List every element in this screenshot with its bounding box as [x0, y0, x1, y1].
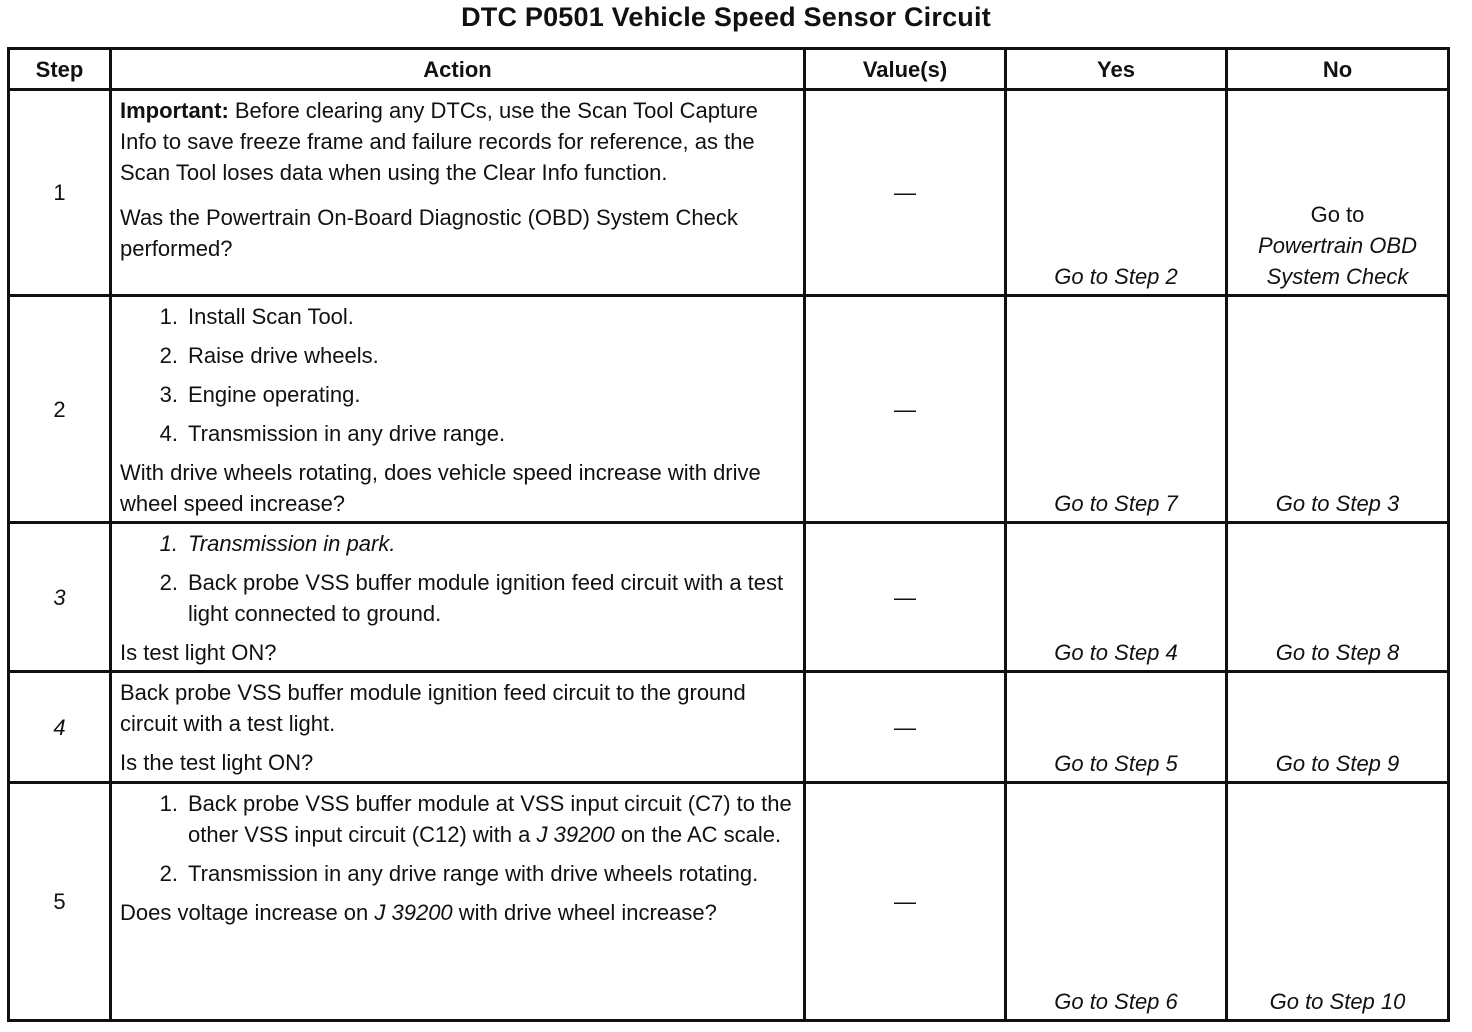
- table-row: [9, 783, 1449, 1021]
- value-cell: —: [805, 90, 1006, 296]
- no-cell: [1227, 90, 1449, 296]
- action-cell: [111, 672, 805, 783]
- item-number: 3.: [159, 382, 178, 407]
- list-item: [144, 788, 793, 850]
- step-number: 5: [9, 783, 111, 1021]
- step-number: 3: [9, 523, 111, 672]
- step-number: 1: [9, 90, 111, 296]
- no-cell: Go to Step 3: [1227, 296, 1449, 523]
- yes-cell: Go to Step 4: [1006, 523, 1227, 672]
- yes-cell: Go to Step 6: [1006, 783, 1227, 1021]
- item-text: Install Scan Tool.: [188, 304, 354, 329]
- value-cell: —: [805, 783, 1006, 1021]
- header-no: No: [1227, 49, 1449, 90]
- table-header-row: [9, 49, 1449, 90]
- important-label: Important:: [120, 98, 229, 123]
- header-yes: Yes: [1006, 49, 1227, 90]
- action-cell: [111, 90, 805, 296]
- action-steps: [120, 788, 793, 889]
- action-steps: [120, 301, 793, 449]
- tool-number: J 39200: [374, 900, 453, 925]
- item-number: 1.: [159, 304, 178, 329]
- action-cell: [111, 783, 805, 1021]
- yes-cell: Go to Step 7: [1006, 296, 1227, 523]
- list-item: [144, 858, 793, 889]
- question-text: with drive wheel increase?: [452, 900, 717, 925]
- action-question: Was the Powertrain On-Board Diagnostic (OBD) System Check performed?: [120, 205, 738, 261]
- item-number: 1.: [159, 531, 178, 556]
- item-text: Engine operating.: [188, 382, 361, 407]
- yes-cell: Go to Step 2: [1006, 90, 1227, 296]
- table-row: [9, 672, 1449, 783]
- item-text: Transmission in any drive range.: [188, 421, 506, 446]
- no-line: System Check: [1266, 264, 1409, 289]
- no-line: Powertrain OBD: [1258, 233, 1417, 258]
- header-step: Step: [9, 49, 111, 90]
- value-cell: —: [805, 523, 1006, 672]
- header-action: Action: [111, 49, 805, 90]
- item-text: Raise drive wheels.: [188, 343, 379, 368]
- list-item: [144, 379, 793, 410]
- table-row: [9, 90, 1449, 296]
- yes-cell: Go to Step 5: [1006, 672, 1227, 783]
- action-question: [120, 897, 793, 928]
- important-text: Before clearing any DTCs, use the Scan Tool Capture Info to save freeze frame and failure records for reference, as the Scan Tool loses data when using the Clear Info function.: [120, 98, 758, 185]
- question-text: Does voltage increase on: [120, 900, 375, 925]
- list-item: [144, 528, 793, 559]
- action-question: Is the test light ON?: [120, 750, 314, 775]
- action-steps: [120, 528, 793, 629]
- action-cell: [111, 523, 805, 672]
- list-item: [144, 340, 793, 371]
- item-text: Transmission in park.: [188, 531, 396, 556]
- item-text: Transmission in any drive range with drive wheels rotating.: [188, 861, 759, 886]
- action-text: Back probe VSS buffer module ignition feed circuit to the ground circuit with a test light.: [120, 680, 746, 736]
- item-number: 2.: [159, 861, 178, 886]
- action-cell: [111, 296, 805, 523]
- diagnostic-table: [7, 47, 1450, 1022]
- page-title: DTC P0501 Vehicle Speed Sensor Circuit: [461, 2, 991, 32]
- action-question: With drive wheels rotating, does vehicle speed increase with drive wheel speed increase?: [120, 460, 761, 516]
- list-item: [144, 567, 793, 629]
- step-number: 4: [9, 672, 111, 783]
- no-cell: Go to Step 9: [1227, 672, 1449, 783]
- value-cell: —: [805, 672, 1006, 783]
- table-row: [9, 523, 1449, 672]
- item-text: on the AC scale.: [614, 822, 782, 847]
- list-item: [144, 301, 793, 332]
- no-line: Go to: [1310, 202, 1365, 227]
- item-text: Back probe VSS buffer module ignition feed circuit with a test light connected to ground.: [188, 570, 784, 626]
- item-number: 2.: [159, 343, 178, 368]
- item-text: Back probe VSS buffer module at VSS input circuit (C7) to the other VSS input circuit (C12) with a: [188, 791, 792, 847]
- action-question: Is test light ON?: [120, 640, 277, 665]
- item-number: 1.: [159, 791, 178, 816]
- item-number: 2.: [159, 570, 178, 595]
- list-item: [144, 418, 793, 449]
- tool-number: J 39200: [536, 822, 615, 847]
- value-cell: —: [805, 296, 1006, 523]
- item-number: 4.: [159, 421, 178, 446]
- no-cell: Go to Step 8: [1227, 523, 1449, 672]
- header-values: Value(s): [805, 49, 1006, 90]
- important-note: [120, 95, 793, 188]
- step-number: 2: [9, 296, 111, 523]
- no-cell: Go to Step 10: [1227, 783, 1449, 1021]
- table-row: [9, 296, 1449, 523]
